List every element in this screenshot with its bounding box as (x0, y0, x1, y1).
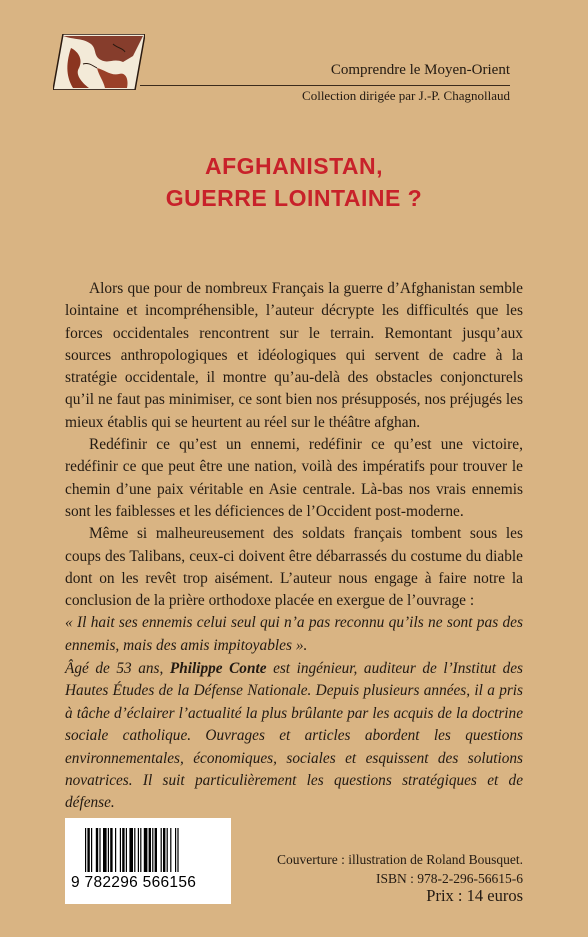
epigraph-quote: « Il hait ses ennemis celui seul qui n’a pas reconnu qu’ils ne sont pas des ennemis, mais des amis impitoyables ». (65, 614, 523, 654)
summary-paragraph: Alors que pour de nombreux Français la guerre d’Afghanistan semble lointaine et incompréhensible, l’auteur décrypte les difficultés que les forces occidentales rencontrent sur le terrain. Remontant jusqu’aux sources anthropologiques et idéologiques qui servent de cadre à la stratégie occidentale, il montre qu’au-delà des obstacles conjoncturels qu’il ne faut pas minimiser, ce sont bien nos présupposés, nos préjugés les mieux établis qui se heurtent au réel sur le théâtre afghan. (65, 280, 523, 431)
summary-paragraph: Même si malheureusement des soldats français tombent sous les coups des Talibans, ceux-ci doivent être débarrassés du costume du diable dont on les revêt trop aisément. L’auteur nous engage à faire notre la conclusion de la prière orthodoxe placée en exergue de l’ouvrage : (65, 525, 523, 610)
price: Prix : 14 euros (426, 886, 523, 905)
middle-east-map-icon (53, 34, 145, 90)
bio-intro: Âgé de 53 ans, (65, 660, 164, 677)
back-cover-summary (65, 278, 523, 657)
summary-paragraph: Redéfinir ce qu’est un ennemi, redéfinir ce qu’est une victoire, redéfinir ce que peut être une nation, voilà des impératifs pour trouver le chemin d’une paix véritable en Asie centrale. Là-bas nos vrais ennemis sont les faiblesses et les déficiences de l’Occident post-moderne. (65, 436, 523, 520)
author-name: Philippe Conte (169, 660, 267, 677)
header-rule (140, 85, 510, 86)
barcode-digits: 9 782296 566156 (71, 874, 197, 891)
series-name: Comprendre le Moyen-Orient (330, 62, 510, 78)
cover-credit: Couverture : illustration de Roland Bousquet. (277, 852, 523, 867)
barcode (65, 818, 231, 904)
series-director: Collection dirigée par J.-P. Chagnollaud (302, 88, 510, 103)
book-title (0, 150, 588, 214)
author-bio (65, 658, 523, 815)
isbn: ISBN : 978-2-296-56615-6 (376, 871, 523, 886)
title-line-2: GUERRE LOINTAINE ? (165, 185, 423, 211)
bio-text: est ingénieur, auditeur de l’Institut des Hautes Études de la Défense Nationale. Depuis plusieurs années, il a pris à tâche d’éclairer l’actualité la plus brûlante par les acquis de la doctrine sociale catholique. Ouvrages et articles abordent les questions environnementales, économiques, sociales et esquissent des solutions novatrices. Il suit particulièrement les questions stratégiques et de défense. (65, 660, 523, 812)
barcode-bars (85, 828, 211, 872)
credits (277, 850, 523, 888)
title-line-1: AFGHANISTAN, (204, 153, 384, 179)
